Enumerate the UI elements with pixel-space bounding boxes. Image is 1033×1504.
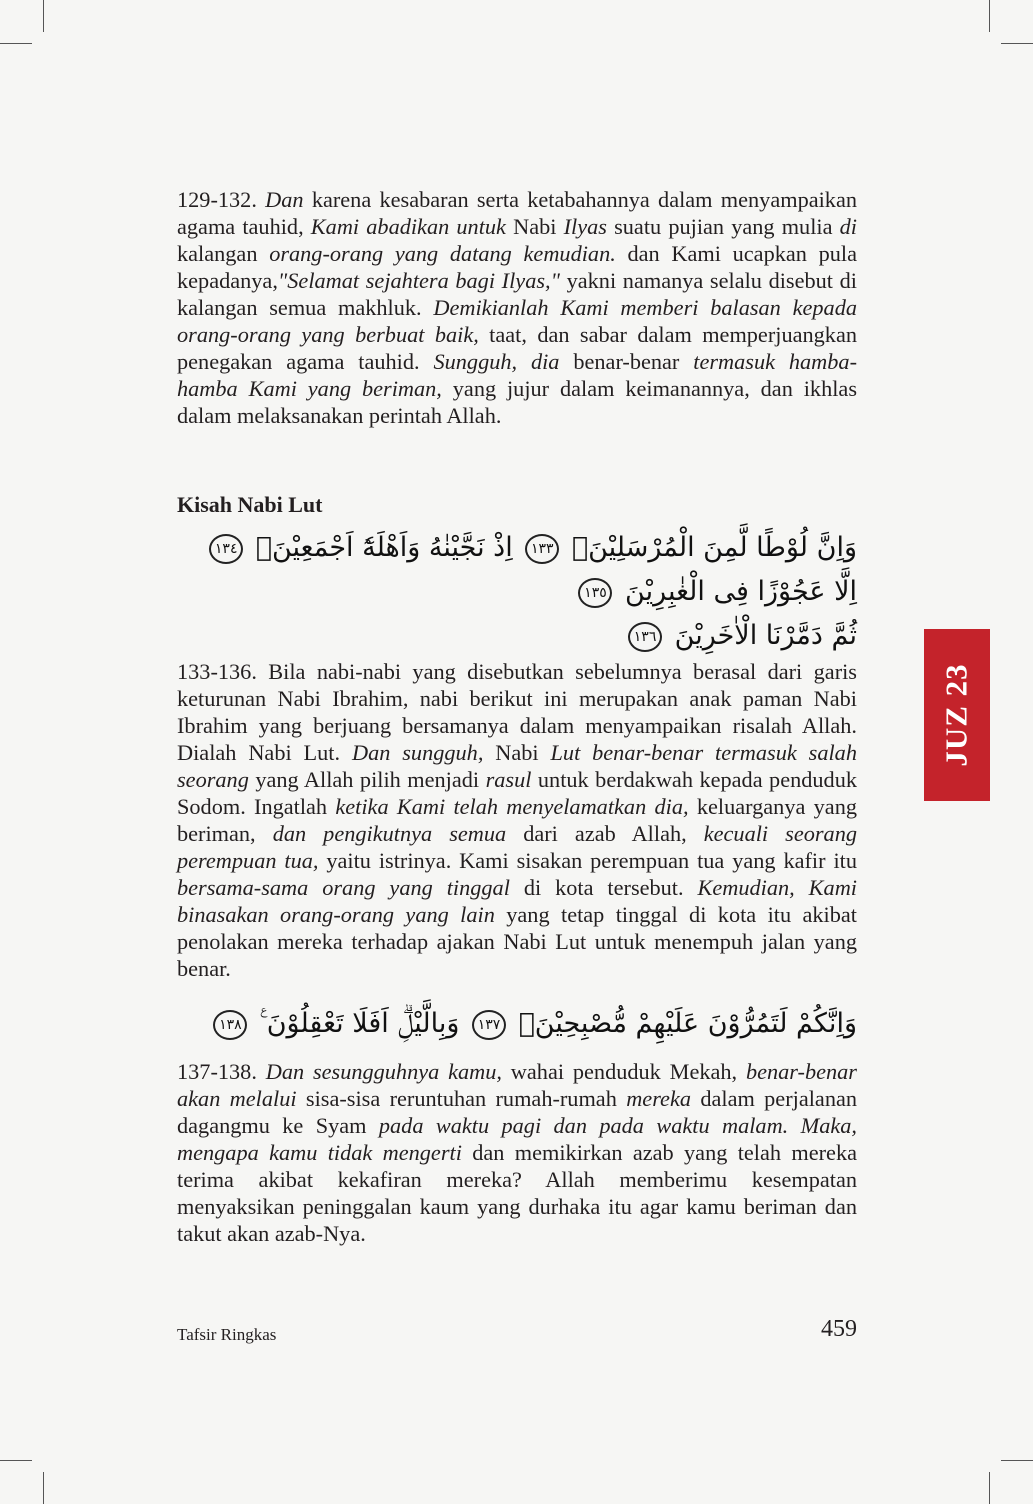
italic-run: Sungguh, dia [433, 349, 560, 374]
crop-mark-left-bottom [0, 1460, 32, 1461]
crop-mark-right-bottom [1001, 1460, 1033, 1461]
arabic-line-3 [177, 1002, 857, 1046]
italic-run: Demikianlah Kami memberi balasan kepada orang-orang yang berbuat baik, [177, 295, 857, 347]
text-run: Nabi [483, 740, 551, 765]
ayah-number-134: ١٣٤ [209, 534, 243, 564]
text-run: benar-benar [559, 349, 694, 374]
crop-mark-top-left [43, 0, 44, 32]
arabic-verse-136: ثُمَّ دَمَّرْنَا الْاٰخَرِيْنَ [674, 620, 857, 651]
page-content [177, 186, 857, 1247]
ayah-number-135: ١٣٥ [578, 578, 612, 608]
text-run: yang Allah pilih menjadi [248, 767, 486, 792]
italic-run: dan pengikutnya semua [272, 821, 507, 846]
arabic-line-1 [177, 526, 857, 614]
crop-mark-right-top [1001, 43, 1033, 44]
crop-mark-bottom-left [43, 1472, 44, 1504]
tafsir-paragraph-133-136 [177, 658, 857, 982]
ayah-number-138: ١٣٨ [213, 1010, 247, 1040]
crop-mark-left-top [0, 43, 32, 44]
crop-mark-top-right [989, 0, 990, 32]
italic-run: "Selamat sejahtera bagi Ilyas," [277, 268, 560, 293]
text-run: 137-138. [177, 1059, 266, 1084]
italic-run: termasuk hamba-hamba Kami yang beriman, [177, 349, 857, 401]
footer-book-title: Tafsir Ringkas [177, 1325, 277, 1344]
text-run: Nabi [505, 214, 564, 239]
arabic-verse-134: اِذْ نَجَّيْنٰهُ وَاَهْلَهٗٓ اَجْمَعِيْنَۙ [255, 532, 513, 563]
text-run: sisa-sisa reruntuhan rumah-rumah [296, 1086, 627, 1111]
arabic-verses-137-138 [177, 1002, 857, 1046]
italic-run: Dan sungguh, [351, 740, 484, 765]
arabic-verses-133-136 [177, 526, 857, 658]
text-run: keluarganya yang beriman, [177, 794, 857, 846]
italic-run: Ilyas [563, 214, 607, 239]
crop-mark-bottom-right [989, 1472, 990, 1504]
text-run: karena kesabaran serta ketabahannya dalam menyampaikan agama tauhid, [177, 187, 857, 239]
italic-run: benar-benar akan melalui [177, 1059, 857, 1111]
italic-run: di [839, 214, 857, 239]
italic-run: Dan sesungguhnya kamu, [265, 1059, 502, 1084]
text-run: wahai penduduk Mekah, [501, 1059, 746, 1084]
text-run: taat, dan sabar dalam memperjuangkan penegakan agama tauhid. [177, 322, 857, 374]
arabic-verse-133: وَاِنَّ لُوْطًا لَّمِنَ الْمُرْسَلِيْنَۗ [571, 532, 857, 563]
text-run: dan Kami ucapkan pula kepadanya, [177, 241, 857, 293]
italic-run: mereka [626, 1086, 691, 1111]
italic-run: rasul [485, 767, 532, 792]
arabic-line-2 [177, 614, 857, 658]
arabic-verse-137: وَاِنَّكُمْ لَتَمُرُّوْنَ عَلَيْهِمْ مُّصْبِحِيْنَۙ [518, 1008, 857, 1039]
tafsir-paragraph-129-132 [177, 186, 857, 429]
italic-run: Dan [265, 187, 304, 212]
text-run: dan memikirkan azab yang telah mereka terima akibat kekafiran mereka? Allah memberimu kesempatan menyaksikan peninggalan kaum yang durhaka itu agar kamu beriman dan takut akan azab-Nya. [177, 1140, 857, 1246]
text-run: di kota tersebut. [509, 875, 698, 900]
italic-run: ketika Kami telah menyelamatkan dia, [335, 794, 689, 819]
italic-run: pada waktu pagi dan pada waktu malam. Maka, mengapa kamu tidak mengerti [177, 1113, 857, 1165]
tafsir-paragraph-137-138 [177, 1058, 857, 1247]
juz-side-tab [924, 629, 990, 801]
text-run: dalam perjalanan dagangmu ke Syam [177, 1086, 858, 1138]
text-run: yang tetap tinggal di kota itu akibat penolakan mereka terhadap ajakan Nabi Lut untuk menempuh jalan yang benar. [177, 902, 857, 981]
text-run: suatu pujian yang mulia [606, 214, 840, 239]
juz-label: JUZ 23 [939, 663, 975, 767]
text-run: kalangan [177, 241, 270, 266]
text-run: yang jujur dalam keimanannya, dan ikhlas dalam melaksanakan perintah Allah. [177, 376, 857, 428]
text-run: yakni namanya selalu disebut di kalangan semua makhluk. [177, 268, 857, 320]
text-run: dari azab Allah, [506, 821, 704, 846]
page-number: 459 [821, 1316, 857, 1342]
ayah-number-136: ١٣٦ [628, 622, 662, 652]
italic-run: Lut benar-benar termasuk salah seorang [177, 740, 857, 792]
text-run: 129-132. [177, 187, 266, 212]
text-run: untuk berdakwah kepada penduduk Sodom. Ingatlah [177, 767, 857, 819]
italic-run: kecuali seorang perempuan tua, [177, 821, 857, 873]
section-heading: Kisah Nabi Lut [177, 492, 323, 517]
arabic-verse-138: وَبِالَّيْلِۗ اَفَلَا تَعْقِلُوْنَ ࣖ [259, 1008, 460, 1039]
italic-run: orang-orang yang datang kemudian. [269, 241, 616, 266]
italic-run: Kemudian, Kami binasakan orang-orang yang lain [177, 875, 857, 927]
italic-run: bersama-sama orang yang tinggal [177, 875, 510, 900]
ayah-number-137: ١٣٧ [472, 1010, 506, 1040]
ayah-number-133: ١٣٣ [525, 534, 559, 564]
arabic-verse-135: اِلَّا عَجُوْزًا فِى الْغٰبِرِيْنَ [625, 576, 857, 607]
italic-run: Kami abadikan untuk [310, 214, 506, 239]
text-run: yaitu istrinya. Kami sisakan perempuan tua yang kafir itu [318, 848, 857, 873]
text-run: 133-136. Bila nabi-nabi yang disebutkan sebelumnya berasal dari garis keturunan Nabi Ibrahim, nabi berikut ini merupakan anak paman Nabi Ibrahim yang berjuang bersamanya dalam menyampaikan risalah Allah. Dialah Nabi Lut. [177, 659, 857, 765]
